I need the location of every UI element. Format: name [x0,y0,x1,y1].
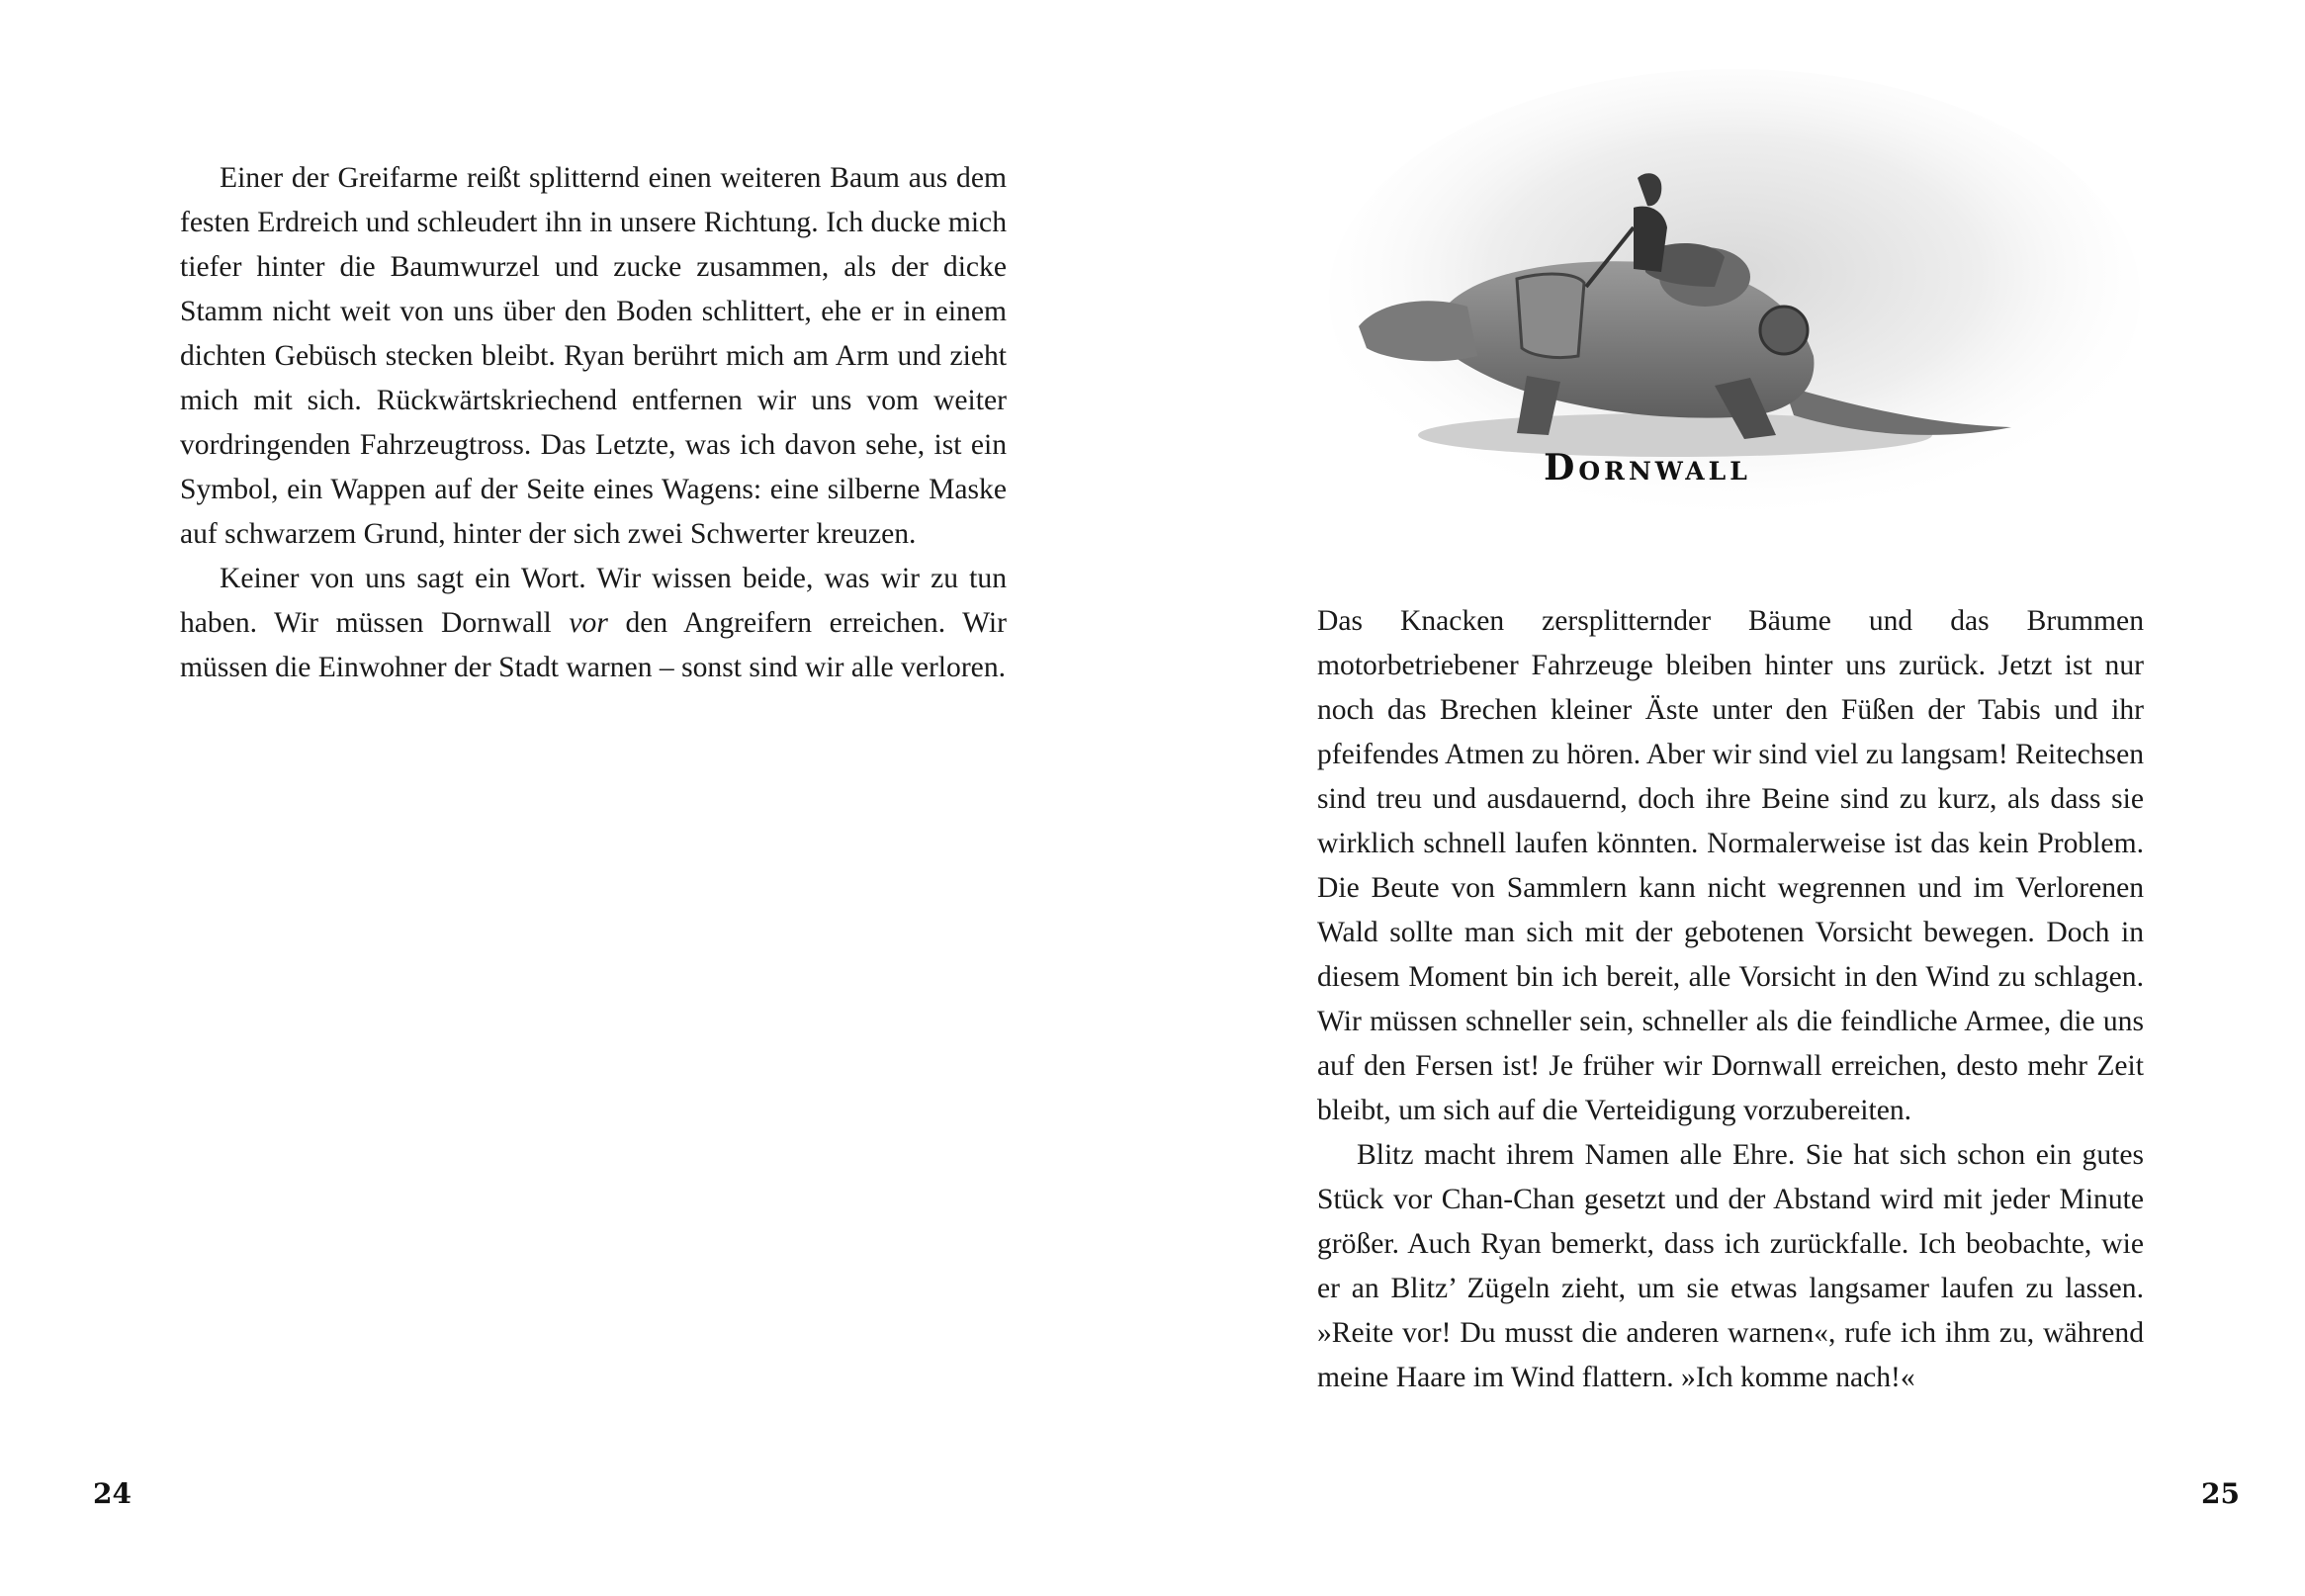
paragraph: Das Knacken zersplitternder Bäume und das Brummen motorbetriebener Fahrzeuge bleiben hinter uns zurück. Jetzt ist nur noch das Brechen kleiner Äste unter den Füßen der Tabis und ihr pfeifendes Atmen zu hören. Aber wir sind viel zu langsam! Reitechsen sind treu und ausdauernd, doch ihre Beine sind zu kurz, als dass sie wirklich schnell laufen könnten. Normalerweise ist das kein Problem. Die Beute von Sammlern kann nicht wegrennen und im Verlorenen Wald sollte man sich mit der gebotenen Vorsicht bewegen. Doch in diesem Moment bin ich bereit, alle Vorsicht in den Wind zu schlagen. Wir müssen schneller sein, schneller als die feindliche Armee, die uns auf den Fersen ist! Je früher wir Dornwall erreichen, desto mehr Zeit bleibt, um sich auf die Verteidigung vorzubereiten. [1317,605,2144,1126]
paragraph-text: den Angreifern erreichen. Wir müssen die Einwohner der Stadt warnen – sonst sind wir alle verloren. [180,607,1007,683]
left-page [0,0,1152,1596]
paragraph: Blitz macht ihrem Namen alle Ehre. Sie hat sich schon ein gutes Stück vor Chan-Chan gesetzt und der Abstand wird mit jeder Minute größer. Auch Ryan bemerkt, dass ich zurückfalle. Ich beobachte, wie er an Blitz’ Zügeln zieht, um sie etwas langsamer laufen zu lassen. »Reite vor! Du musst die anderen warnen«, rufe ich ihm zu, während meine Haare im Wind flattern. »Ich komme nach!« [1317,1139,2144,1393]
right-page [1153,0,2305,1596]
paragraph [180,557,1007,690]
paragraph-text: Keiner von uns sagt ein Wort. Wir wissen beide, was wir zu tun haben. Wir müssen Dornwall [180,563,1007,639]
right-page-text [1317,599,2144,1400]
chapter-title: Dornwall [1544,447,1751,488]
emphasis-text: vor [569,607,608,639]
paragraph: Einer der Greifarme reißt splitternd einen weiteren Baum aus dem festen Erdreich und schleudert ihn in unsere Richtung. Ich ducke mich tiefer hinter die Baumwurzel und zucke zusammen, als der dicke Stamm nicht weit von uns über den Boden schlittert, ehe er in einem dichten Gebüsch stecken bleibt. Ryan berührt mich am Arm und zieht mich mit sich. Rückwärtskriechend entfernen wir uns vom weiter vordringenden Fahrzeugtross. Das Letzte, was ich davon sehe, ist ein Symbol, ein Wappen auf der Seite eines Wagens: eine silberne Maske auf schwarzem Grund, hinter der sich zwei Schwerter kreuzen. [180,162,1007,550]
left-page-text [180,156,1007,690]
page-number: 25 [2201,1477,2240,1510]
page-number: 24 [93,1477,132,1510]
